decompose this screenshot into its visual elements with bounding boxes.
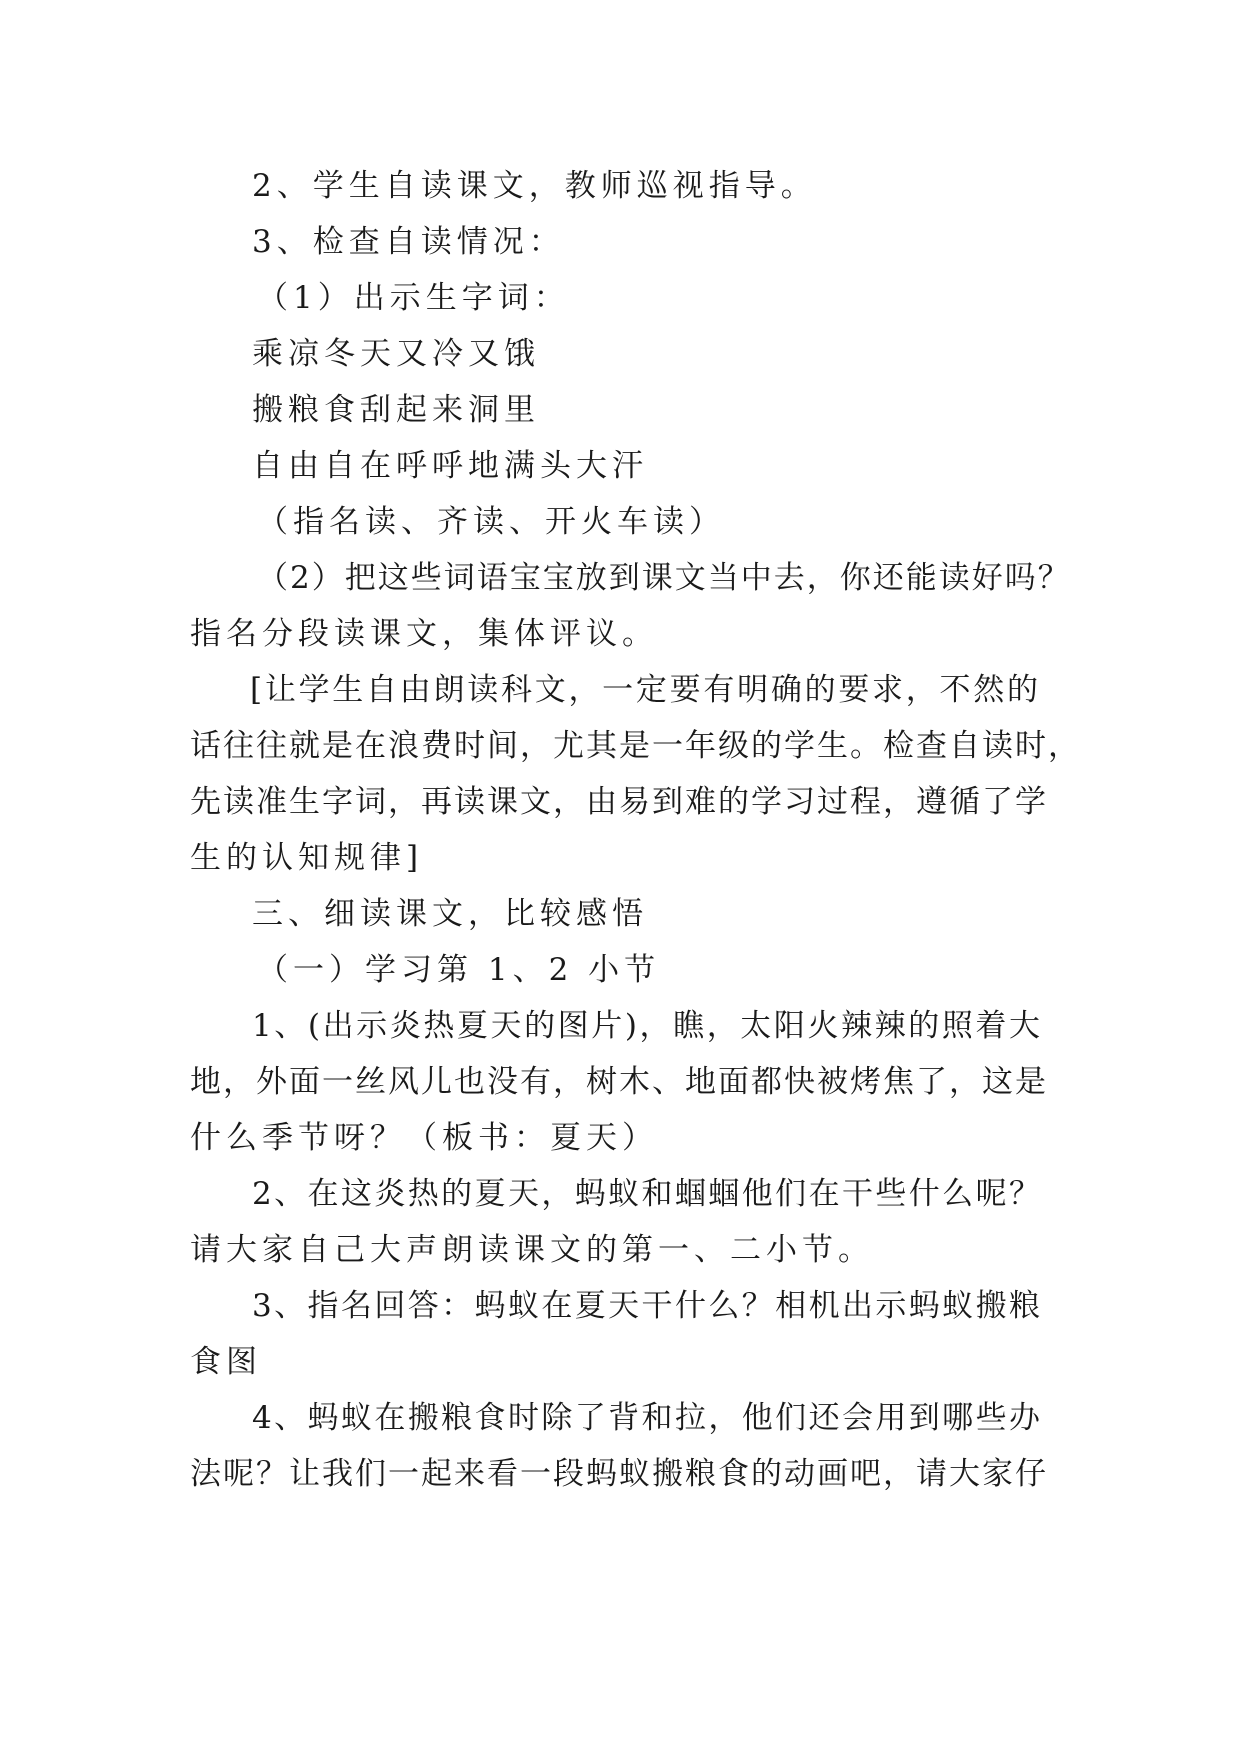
text-line: 请大家自己大声朗读课文的第一、二小节。 [190,1232,874,1268]
text-line: （一）学习第 1、2 小节 [257,952,661,988]
text-line: （指名读、齐读、开火车读） [257,504,725,540]
text-line: 什么季节呀？（板书：夏天） [190,1120,658,1156]
text-line: 法呢？让我们一起来看一段蚂蚁搬粮食的动画吧，请大家仔 [190,1456,1048,1492]
text-line: 话往往就是在浪费时间，尤其是一年级的学生。检查自读时， [190,728,1081,764]
text-line: 3、指名回答：蚂蚁在夏天干什么？相机出示蚂蚁搬粮 [252,1288,1042,1324]
text-line: 地，外面一丝风儿也没有，树木、地面都快被烤焦了，这是 [190,1064,1048,1100]
text-line: （1）出示生字词： [257,280,570,316]
text-line: 先读准生字词，再读课文，由易到难的学习过程，遵循了学 [190,784,1048,820]
text-line: 指名分段读课文，集体评议。 [190,616,658,652]
text-line: （2）把这些词语宝宝放到课文当中去，你还能读好吗？ [257,560,1071,596]
text-line: 搬粮食刮起来洞里 [252,392,540,428]
text-line: 自由自在呼呼地满头大汗 [252,448,648,484]
text-line: 1、(出示炎热夏天的图片)，瞧，太阳火辣辣的照着大 [252,1008,1042,1044]
text-line: 三、细读课文，比较感悟 [252,896,648,932]
text-line: 4、蚂蚁在搬粮食时除了背和拉，他们还会用到哪些办 [252,1400,1042,1436]
text-line: 2、学生自读课文，教师巡视指导。 [252,168,817,204]
text-line: [让学生自由朗读科文，一定要有明确的要求，不然的 [250,672,1040,708]
text-line: 3、检查自读情况： [252,224,565,260]
text-line: 生的认知规律] [190,840,424,876]
text-line: 食图 [190,1344,262,1380]
text-line: 乘凉冬天又冷又饿 [252,336,540,372]
text-line: 2、在这炎热的夏天，蚂蚁和蝈蝈他们在干些什么呢？ [252,1176,1042,1212]
